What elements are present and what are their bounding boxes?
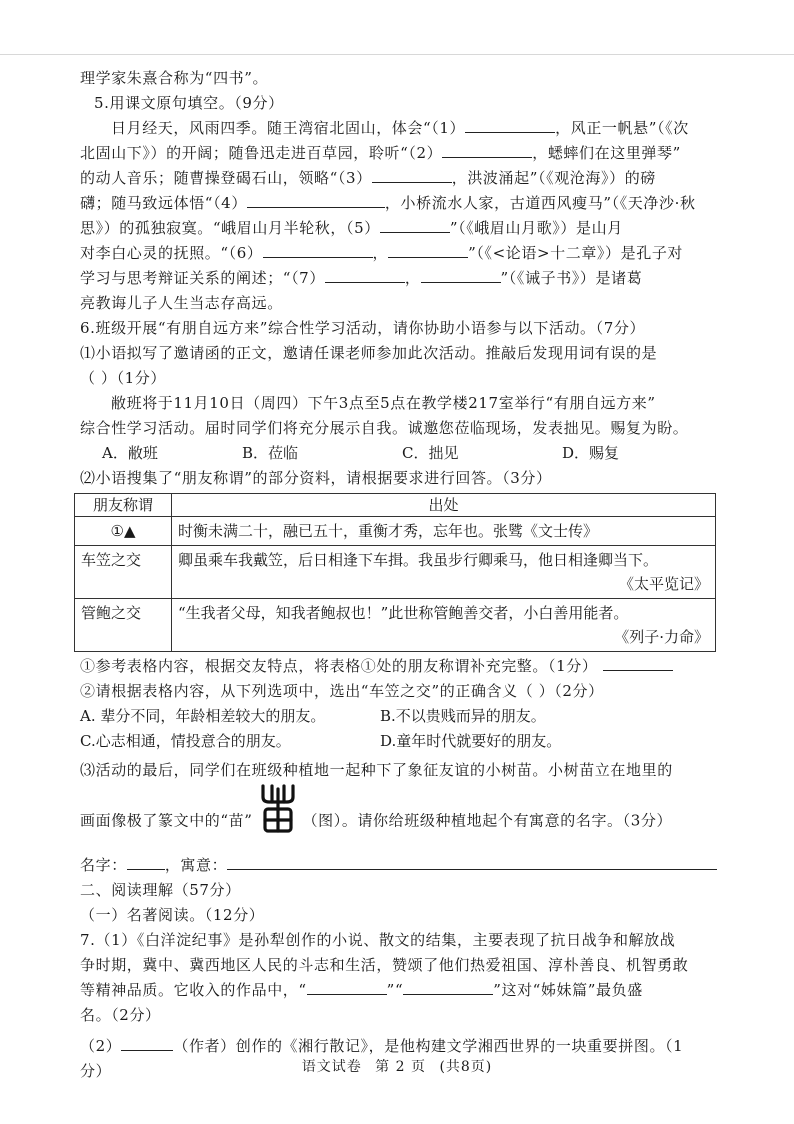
fill-line: 礴；随马致远体悟“（4） ，小桥流水人家，古道西风瘦马”（《天净沙·秋 (80, 191, 720, 216)
question-7-1-fill: 等精神品质。它收入的作品中，“ ”“ ”这对“姊妹篇”最负盛 (80, 978, 720, 1003)
choice-a[interactable]: A. 辈分不同，年龄相差较大的朋友。 (80, 707, 326, 725)
question-7-1: 名。（2分） (80, 1006, 161, 1024)
fill-line: 北固山下》）的开阔；随鲁迅走进百草园，聆听“（2） ，蟋蟀们在这里弹琴” (80, 141, 720, 166)
fill-line: 的动人音乐；随曹操登碣石山，领略“（3） ，洪波涌起”（《观沧海》）的磅 (80, 166, 720, 191)
table-cell-quote (172, 599, 716, 652)
question-7-1: 7.（1）《白洋淀纪事》是孙犁创作的小说、散文的结集，主要表现了抗日战争和解放战 (80, 931, 676, 949)
option-d[interactable]: D．赐复 (562, 444, 620, 462)
table-header: 出处 (172, 494, 716, 517)
answer-blank-6b[interactable] (388, 241, 468, 258)
name-blank[interactable] (127, 853, 165, 870)
answer-blank-2[interactable] (442, 141, 532, 158)
answer-blank-work-2[interactable] (403, 978, 493, 995)
question-6-1: ⑴小语拟写了邀请函的正文，邀请任课老师参加此次活动。推敲后发现用词有误的是 (80, 344, 658, 362)
question-7-1: 争时期，冀中、冀西地区人民的斗志和生活，赞颂了他们热爱祖国、淳朴善良、机智勇敢 (80, 956, 689, 974)
quote-source: 《太平览记》 (618, 575, 709, 593)
option-a[interactable]: A．敝班 (102, 444, 158, 462)
table-header-row (75, 494, 716, 517)
quote-source: 《列子·力命》 (614, 628, 709, 646)
quote-text: “生我者父母，知我者鲍叔也！”此世称管鲍善交者，小白善用能者。 (178, 604, 629, 622)
invitation-text-1: 敝班将于11月10日（周四）下午3点至5点在教学楼217室举行“有朋自远方来” (111, 394, 656, 412)
meaning-blank[interactable] (227, 853, 717, 870)
text-line: 理学家朱熹合称为“四书”。 (80, 69, 269, 87)
answer-blank-work-1[interactable] (307, 978, 387, 995)
choices-q6-2 (80, 704, 720, 729)
page-content (80, 66, 720, 1084)
choices-q6-2 (80, 729, 720, 754)
page-footer (0, 1056, 794, 1076)
answer-blank-6a[interactable] (263, 241, 373, 258)
answer-blank-author[interactable] (121, 1034, 173, 1051)
text-line: 亮教诲儿子人生当志存高远。 (80, 294, 283, 312)
choice-d[interactable]: D.童年时代就要好的朋友。 (380, 732, 562, 750)
question-5-title: 5.用课文原句填空。（9分） (94, 94, 284, 112)
question-6-3-line2: 画面像极了篆文中的“苗” （图）。请你给班级种植地起个有寓意的名字。（3分） (80, 783, 720, 845)
top-border-line (0, 54, 794, 55)
section-2-title: 二、阅读理解（57分） (80, 881, 241, 899)
invitation-text-2: 综合性学习活动。届时同学们将充分展示自我。诚邀您莅临现场，发表拙见。赐复为盼。 (80, 419, 689, 437)
footer-subject: 语文试卷 (301, 1059, 362, 1075)
friend-terms-table (74, 493, 716, 652)
table-row (75, 599, 716, 652)
answer-blank-4[interactable] (247, 191, 385, 208)
table-cell-term: 管鲍之交 (75, 599, 172, 652)
choice-b[interactable]: B.不以贵贱而异的朋友。 (380, 707, 546, 725)
answer-blank-term[interactable] (603, 654, 673, 671)
question-7-2: 分） (80, 1062, 112, 1080)
table-header: 朋友称谓 (75, 494, 172, 517)
options-q6-1 (80, 441, 720, 466)
answer-blank-7b[interactable] (421, 266, 501, 283)
fill-line: 学习与思考辩证关系的阐述；“（7） ， ”（《诫子书》）是诸葛 (80, 266, 720, 291)
table-cell-term: 车笠之交 (75, 546, 172, 599)
table-row (75, 517, 716, 546)
fill-line: 思》）的孤独寂寞。“峨眉山月半轮秋，（5） ”（《峨眉山月歌》）是山月 (80, 216, 720, 241)
section-2-1-title: （一）名著阅读。（12分） (80, 906, 265, 924)
sub-question-2: ②请根据表格内容，从下列选项中，选出“车笠之交”的正确含义（ ）（2分） (80, 682, 604, 700)
option-b[interactable]: B．莅临 (242, 444, 299, 462)
name-answer-row: 名字： ，寓意： (80, 853, 720, 878)
table-row (75, 546, 716, 599)
fill-line: 日月经天，风雨四季。随王湾宿北固山，体会“（1） ，风正一帆悬”（《次 (80, 116, 720, 141)
quote-text: 卿虽乘车我戴笠，后日相逢下车揖。我虽步行卿乘马，他日相逢卿当下。 (178, 551, 659, 569)
question-6-title: 6.班级开展“有朋自远方来”综合性学习活动，请你协助小语参与以下活动。（7分） (80, 319, 646, 337)
answer-blank-3[interactable] (372, 166, 452, 183)
footer-total: (共8页) (439, 1059, 493, 1075)
answer-paren[interactable]: （ ）（1分） (80, 369, 167, 387)
question-6-2: ⑵小语搜集了“朋友称谓”的部分资料，请根据要求进行回答。（3分） (80, 469, 552, 487)
table-cell-quote: 时衡未满二十，融已五十，重衡才秀，忘年也。张骘《文士传》 (172, 517, 716, 546)
answer-blank-1[interactable] (465, 116, 555, 133)
question-6-3: ⑶活动的最后，同学们在班级种植地一起种下了象征友谊的小树苗。小树苗立在地里的 (80, 761, 673, 779)
seal-script-miao-icon (259, 783, 297, 860)
footer-page: 第 2 页 (375, 1059, 426, 1075)
fill-line: 对李白心灵的抚照。“（6） ， ”（《<论语>十二章》）是孔子对 (80, 241, 720, 266)
table-cell-term[interactable]: ①▲ (75, 517, 172, 546)
table-cell-quote (172, 546, 716, 599)
answer-blank-7a[interactable] (325, 266, 405, 283)
question-7-2: （2） （作者）创作的《湘行散记》，是他构建文学湘西世界的一块重要拼图。（1 (80, 1034, 720, 1059)
answer-blank-5[interactable] (380, 216, 450, 233)
sub-question-1: ①参考表格内容，根据交友特点，将表格①处的朋友称谓补充完整。（1分） (80, 654, 720, 679)
option-c[interactable]: C．拙见 (402, 444, 459, 462)
choice-c[interactable]: C.心志相通，情投意合的朋友。 (80, 732, 291, 750)
